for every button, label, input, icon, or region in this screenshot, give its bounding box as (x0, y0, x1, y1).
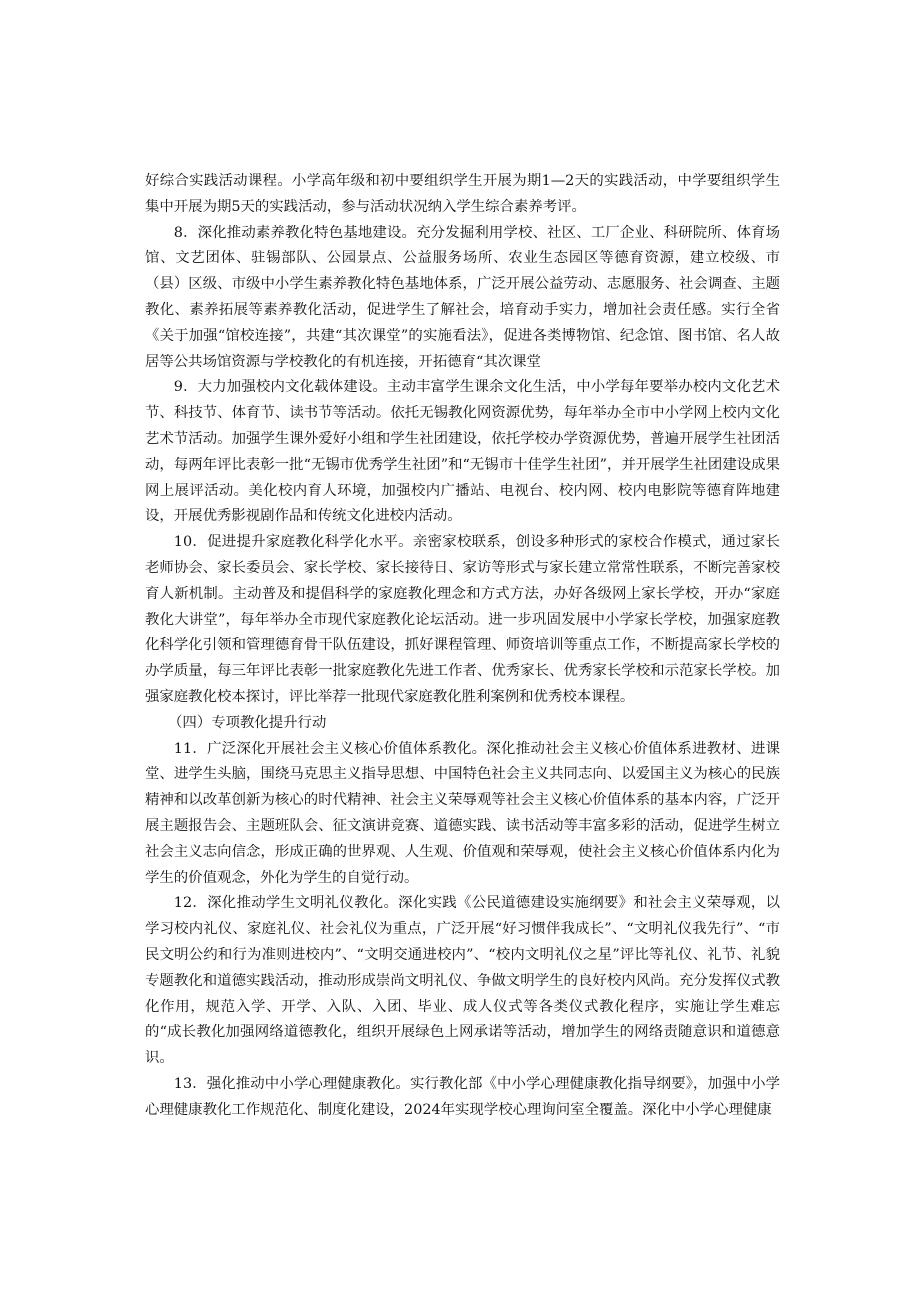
paragraph-item-8: 8．深化推动素养教化特色基地建设。充分发掘利用学校、社区、工厂企业、科研院所、体育场馆、文艺团体、驻锡部队、公园景点、公益服务场所、农业生态园区等德育资源，建立校级、市（县）区级、市级中小学生素养教化特色基地体系，广泛开展公益劳动、志愿服务、社会调查、主题教化、素养拓展等素养教化活动，促进学生了解社会，培育动手实力，增加社会责任感。实行全省《关于加强“馆校连接”，共建“其次课堂”的实施看法》，促进各类博物馆、纪念馆、图书馆、名人故居等公共场馆资源与学校教化的有机连接，开拓德育“其次课堂 (145, 224, 780, 370)
paragraph-item-11: 11．广泛深化开展社会主义核心价值体系教化。深化推动社会主义核心价值体系进教材、进课堂、进学生头脑，围绕马克思主义指导思想、中国特色社会主义共同志向、以爱国主义为核心的民族精神和以改革创新为核心的时代精神、社会主义荣辱观等社会主义核心价值体系的基本内容，广泛开展主题报告会、主题班队会、征文演讲竞赛、道德实践、读书活动等丰富多彩的活动，促进学生树立社会主义志向信念，形成正确的世界观、人生观、价值观和荣辱观，使社会主义核心价值体系内化为学生的价值观念，外化为学生的自觉行动。 (145, 740, 780, 886)
paragraph-continuation: 好综合实践活动课程。小学高年级和初中要组织学生开展为期1—2天的实践活动，中学要组织学生集中开展为期5天的实践活动，参与活动状况纳入学生综合素养考评。 (145, 173, 780, 215)
paragraph-item-10: 10．促进提升家庭教化科学化水平。亲密家校联系，创设多种形式的家校合作模式，通过家长老师协会、家长委员会、家长学校、家长接待日、家访等形式与家长建立常常性联系，不断完善家校育人新机制。主动普及和提倡科学的家庭教化理念和方式方法，办好各级网上家长学校，开办“家庭教化大讲堂”，每年举办全市现代家庭教化论坛活动。进一步巩固发展中小学家长学校，加强家庭教化科学化引领和管理德育骨干队伍建设，抓好课程管理、师资培训等重点工作，不断提高家长学校的办学质量，每三年评比表彰一批家庭教化先进工作者、优秀家长、优秀家长学校和示范家长学校。加强家庭教化校本探讨，评比举荐一批现代家庭教化胜利案例和优秀校本课程。 (145, 534, 780, 705)
paragraph-item-12: 12．深化推动学生文明礼仪教化。深化实践《公民道德建设实施纲要》和社会主义荣辱观，以学习校内礼仪、家庭礼仪、社会礼仪为重点，广泛开展“好习惯伴我成长”、“文明礼仪我先行”、“市民文明公约和行为准则进校内”、“文明交通进校内”、“校内文明礼仪之星”评比等礼仪、礼节、礼貌专题教化和道德实践活动，推动形成崇尚文明礼仪、争做文明学生的良好校内风尚。充分发挥仪式教化作用，规范入学、开学、入队、入团、毕业、成人仪式等各类仪式教化程序，实施让学生难忘的“成长教化加强网络道德教化，组织开展绿色上网承诺等活动，增加学生的网络责随意识和道德意识。 (145, 895, 780, 1067)
paragraph-item-9: 9．大力加强校内文化载体建设。主动丰富学生课余文化生活，中小学每年要举办校内文化艺术节、科技节、体育节、读书节等活动。依托无锡教化网资源优势，每年举办全市中小学网上校内文化艺术节活动。加强学生课外爱好小组和学生社团建设，依托学校办学资源优势，普遍开展学生社团活动，每两年评比表彰一批“无锡市优秀学生社团”和“无锡市十佳学生社团”，并开展学生社团建设成果网上展评活动。美化校内育人环境，加强校内广播站、电视台、校内网、校内电影院等德育阵地建设，开展优秀影视剧作品和传统文化进校内活动。 (145, 379, 780, 525)
section-heading: （四）专项教化提升行动 (168, 714, 327, 731)
document-body (145, 169, 780, 1123)
paragraph-item-13: 13．强化推动中小学心理健康教化。实行教化部《中小学心理健康教化指导纲要》，加强中小学心理健康教化工作规范化、制度化建设，2024年实现学校心理询问室全覆盖。深化中小学心理健康 (145, 1075, 780, 1118)
